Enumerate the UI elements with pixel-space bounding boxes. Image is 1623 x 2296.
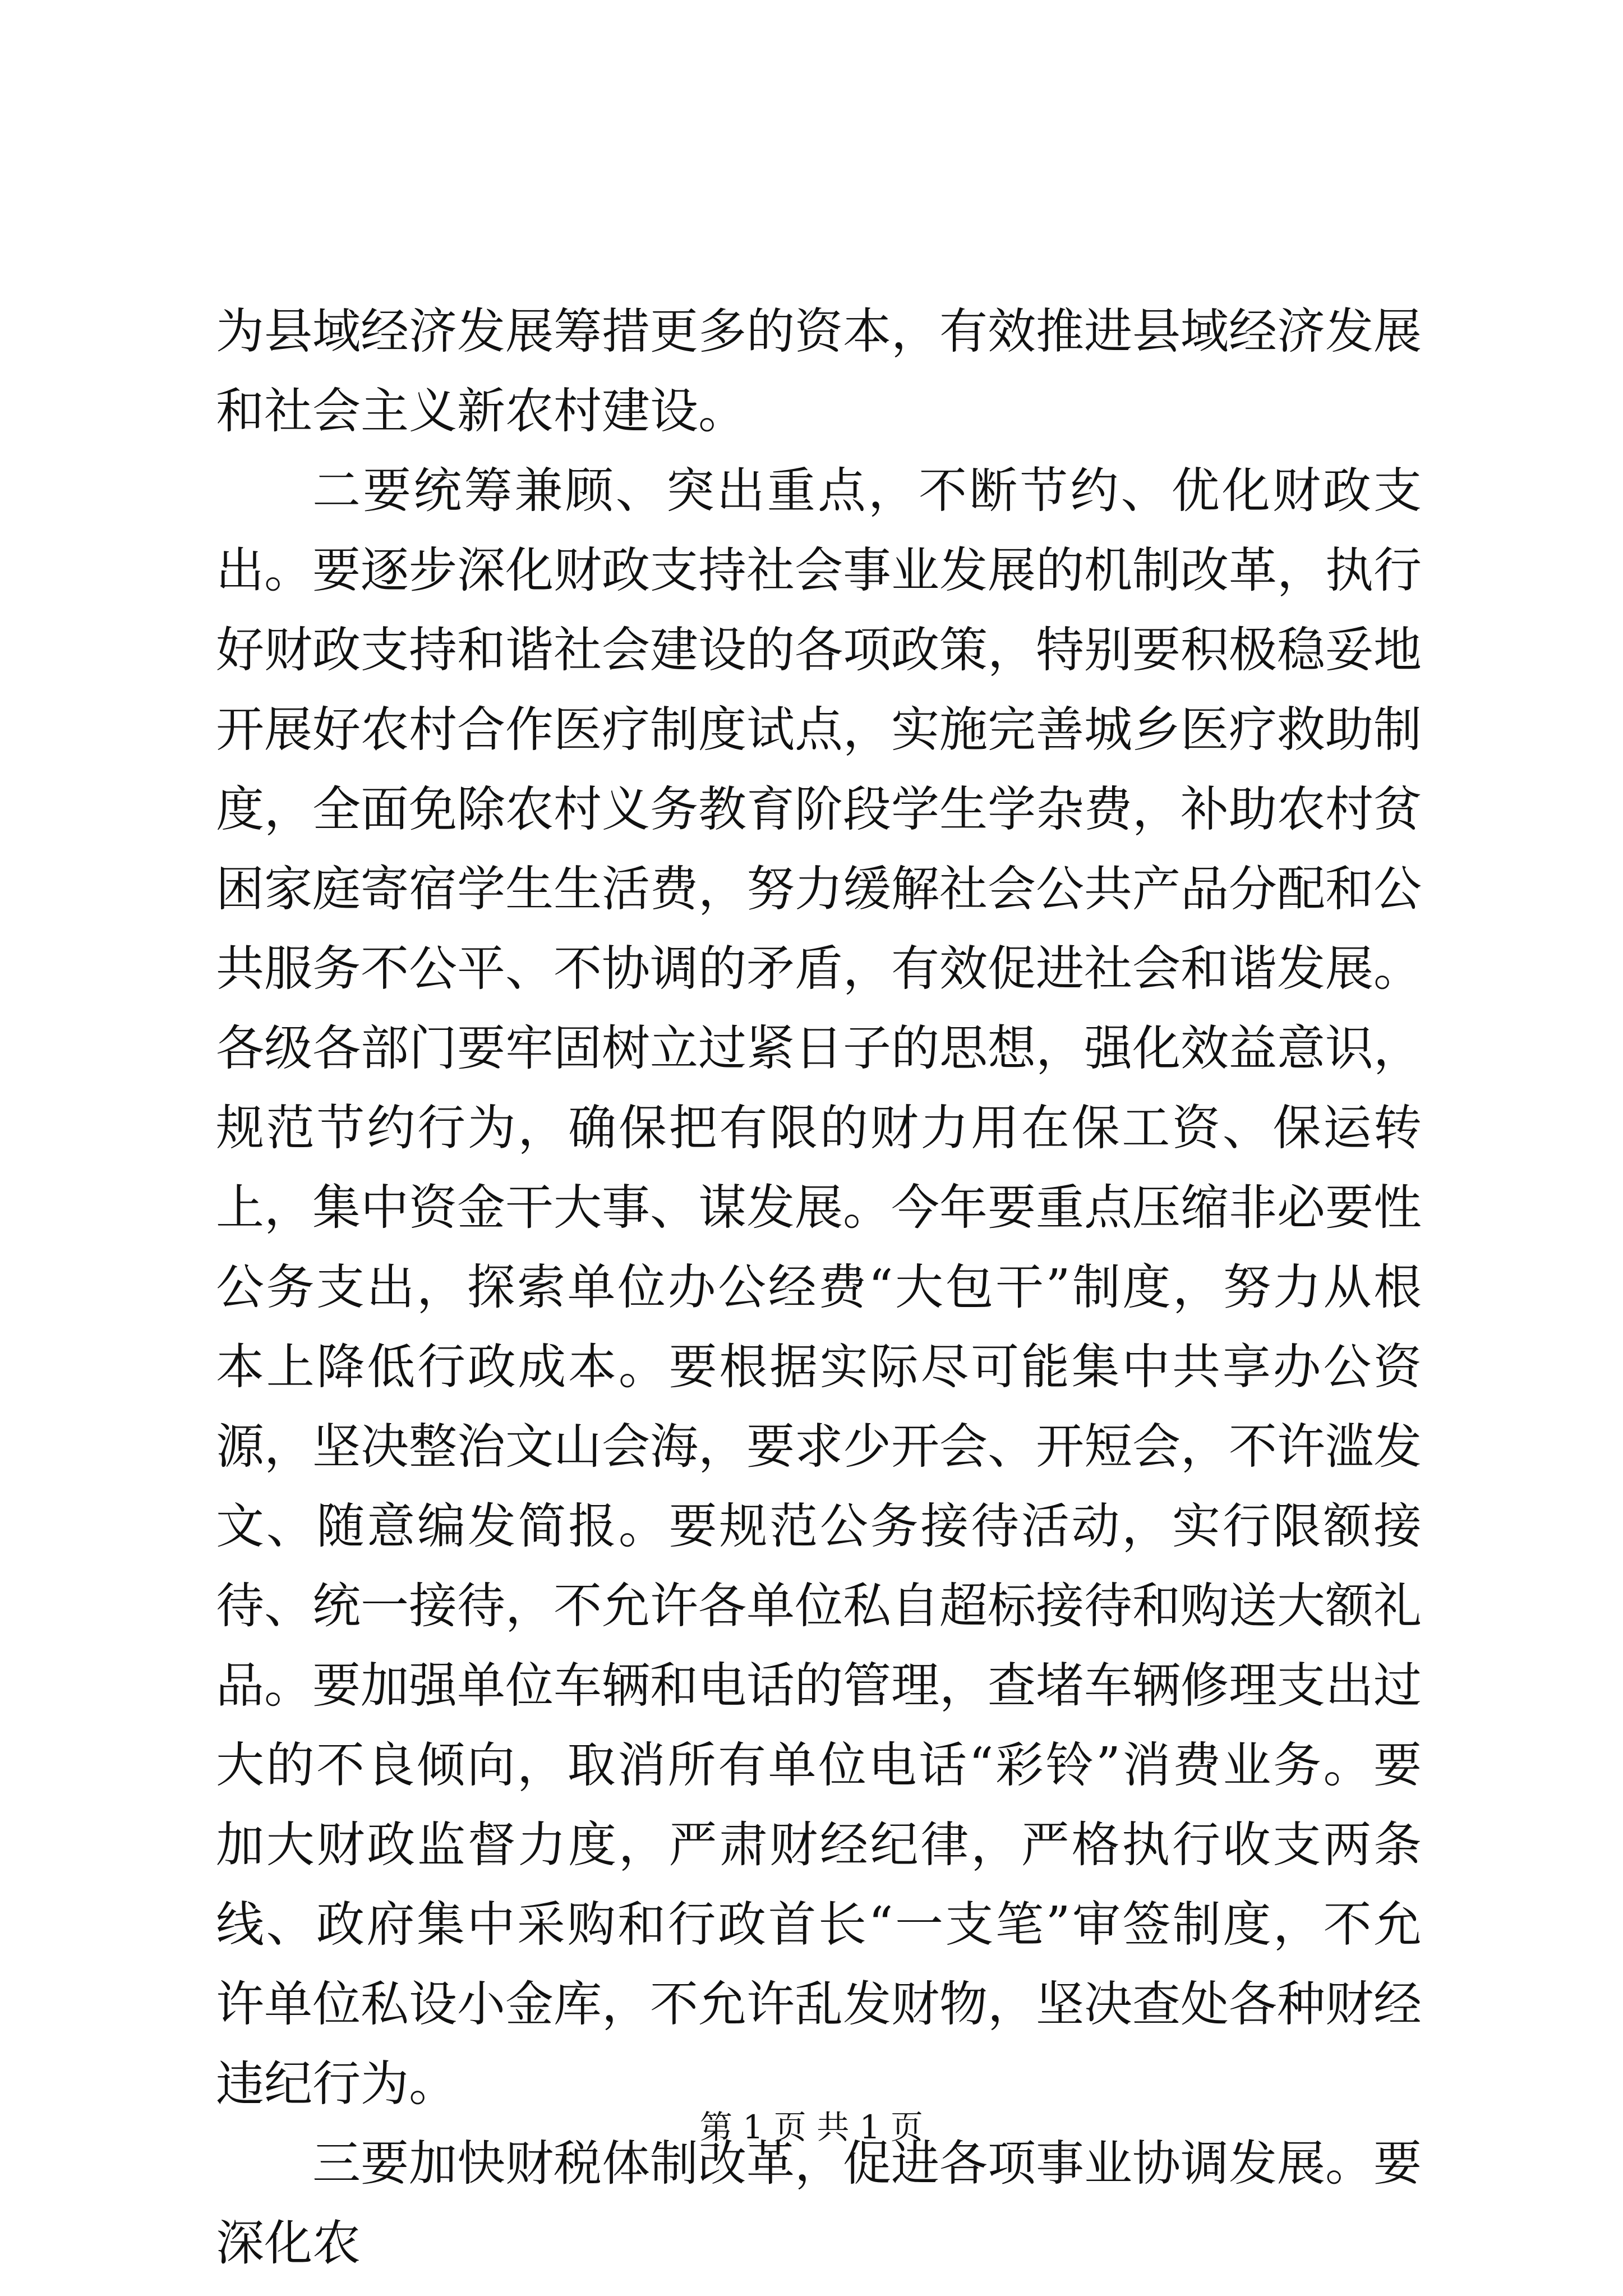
page-footer: 第 1 页 共 1 页 [700, 2108, 923, 2146]
paragraph-point-two: 二要统筹兼顾、突出重点，不断节约、优化财政支出。要逐步深化财政支持社会事业发展的机制改革，执行好财政支持和谐社会建设的各项政策，特别要积极稳妥地开展好农村合作医疗制度试点，实施完善城乡医疗救助制度，全面免除农村义务教育阶段学生学杂费，补助农村贫困家庭寄宿学生生活费，努力缓解社会公共产品分配和公共服务不公平、不协调的矛盾，有效促进社会和谐发展。各级各部门要牢固树立过紧日子的思想，强化效益意识，规范节约行为，确保把有限的财力用在保工资、保运转上，集中资金干大事、谋发展。今年要重点压缩非必要性公务支出，探索单位办公经费“大包干”制度，努力从根本上降低行政成本。要根据实际尽可能集中共享办公资源，坚决整治文山会海，要求少开会、开短会，不许滥发文、随意编发简报。要规范公务接待活动，实行限额接待、统一接待，不允许各单位私自超标接待和购送大额礼品。要加强单位车辆和电话的管理，查堵车辆修理支出过大的不良倾向，取消所有单位电话“彩铃”消费业务。要加大财政监督力度，严肃财经纪律，严格执行收支两条线、政府集中采购和行政首长“一支笔”审签制度，不允许单位私设小金库，不允许乱发财物，坚决查处各种财经违纪行为。 [216, 463, 1422, 2112]
document-body [216, 292, 1422, 2283]
paragraph-continuation: 为县域经济发展筹措更多的资本，有效推进县域经济发展和社会主义新农村建设。 [216, 303, 1422, 439]
paragraph-point-three: 三要加快财税体制改革，促进各项事业协调发展。要深化农 [216, 2136, 1422, 2271]
